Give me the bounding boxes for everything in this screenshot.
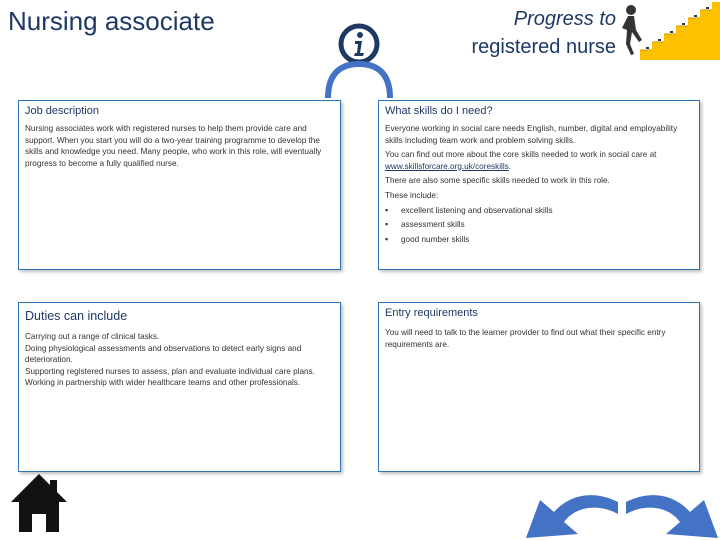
home-icon[interactable] [10,472,68,534]
progress-title [440,5,616,61]
skills-intro: Everyone working in social care needs English, number, digital and employability skills including team work and problem solving skills. [385,124,678,145]
duty-item: Supporting registered nurses to assess, plan and evaluate individual care plans. [25,366,315,376]
duty-item: Doing physiological assessments and observations to detect early signs and deterioration. [25,343,302,365]
skills-core-text: You can find out more about the core skills needed to work in social care at www.skillsforcare.org.uk/coreskills. [385,150,657,171]
entry-requirements-heading: Entry requirements [385,307,478,319]
progress-stairs-icon [618,0,720,60]
back-arrow-icon[interactable] [526,495,618,538]
skills-heading: What skills do I need? [385,105,493,117]
forward-arrow-icon[interactable] [626,495,718,538]
job-description-text: Nursing associates work with registered nurses to help them provide care and support. When you start you will do a two-year training programme to develop the skills and knowledge you need. Many people, who work in this role, will eventually progress to become a fully qualified nurse. [25,124,322,168]
duties-box [18,302,341,472]
skills-specific-text: There are also some specific skills needed to work in this role. [385,176,610,186]
list-item: ▪ assessment skills [385,219,693,231]
list-item: ▪ good number skills [385,234,693,246]
progress-title-line1: Progress to [513,8,616,30]
job-description-heading: Job description [25,105,99,117]
info-person-icon [322,22,396,100]
entry-requirements-text: You will need to talk to the learner provider to find out what their specific entry requirements are. [385,328,666,349]
duties-heading: Duties can include [25,309,128,323]
job-description-box [18,100,341,270]
skills-include-label: These include: [385,190,439,200]
progress-title-line2: registered nurse [471,36,616,58]
list-item: ▪ excellent listening and observational skills [385,205,693,217]
navigation-arrows [524,474,720,540]
skills-list [385,205,693,246]
page-title: Nursing associate [8,6,215,36]
core-skills-link[interactable]: www.skillsforcare.org.uk/coreskills [385,161,509,171]
skills-core-prefix: You can find out more about the core skills needed to work in social care at [385,150,657,160]
duty-item: Working in partnership with wider healthcare teams and other professionals. [25,378,301,388]
skills-box [378,100,700,270]
entry-requirements-box [378,302,700,472]
duty-item: Carrying out a range of clinical tasks. [25,332,160,341]
